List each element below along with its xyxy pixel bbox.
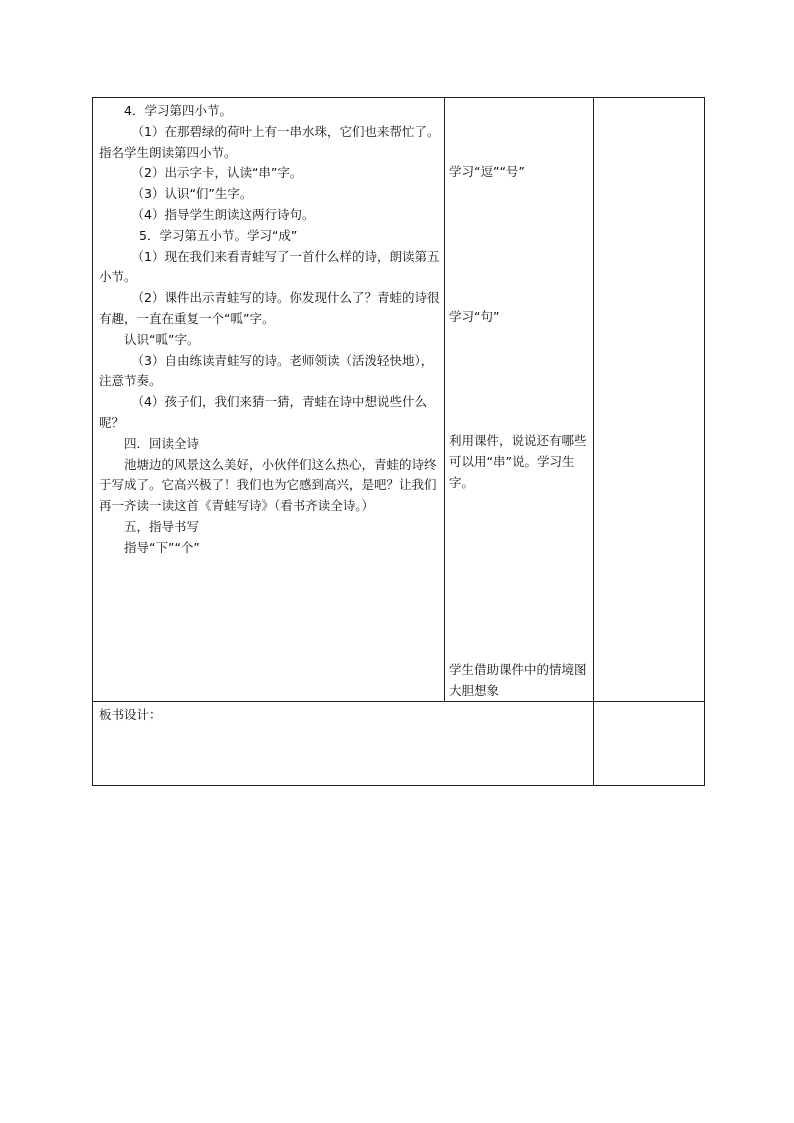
row-divider — [93, 701, 704, 702]
main-line: 四．回读全诗 — [124, 435, 200, 451]
main-line: （1）现在我们来看青蛙写了一首什么样的诗，朗读第五小节。 — [99, 248, 440, 285]
side-note — [449, 162, 589, 183]
side-note-text: 利用课件，说说还有哪些可以用“串”说。学习生字。 — [449, 433, 587, 490]
main-line: 5．学习第五小节。学习“成” — [139, 227, 298, 243]
board-design-label: 板书设计： — [99, 707, 162, 722]
main-line: （3）自由练读青蛙写的诗。老师领读（活泼轻快地），注意节奏。 — [99, 352, 434, 389]
column-divider-2 — [593, 98, 594, 785]
main-line: （4）孩子们，我们来猜一猜，青蛙在诗中想说些什么呢？ — [99, 394, 427, 430]
main-line: （4）指导学生朗读这两行诗句。 — [131, 206, 315, 222]
main-line: 认识“呱”字。 — [124, 331, 200, 347]
main-line: （3）认识“们”生字。 — [131, 186, 253, 202]
side-note-text: 学习“逗”“号” — [449, 164, 525, 179]
main-line: （2）课件出示青蛙写的诗。你发现什么了？青蛙的诗很有趣，一直在重复一个“呱”字。 — [99, 290, 440, 326]
side-note — [449, 660, 589, 702]
main-line: 指导“下”“个” — [124, 539, 200, 555]
main-line: 4．学习第四小节。 — [124, 103, 232, 118]
side-note-text: 学生借助课件中的情境图大胆想象 — [449, 662, 587, 698]
teaching-process-cell — [99, 101, 441, 559]
side-note-text: 学习“句” — [449, 309, 500, 324]
side-note — [449, 307, 589, 328]
main-line: 池塘边的风景这么美好，小伙伴们这么热心，青蛙的诗终于写成了。它高兴极了！我们也为它感到高兴，是吧？让我们再一齐读一读这首《青蛙写诗》（看书齐读全诗。） — [99, 456, 437, 514]
main-line: （2）出示字卡，认读“串”字。 — [131, 165, 303, 181]
main-line: （1）在那碧绿的荷叶上有一串水珠，它们也来帮忙了。指名学生朗读第四小节。 — [99, 123, 440, 160]
column-divider-1 — [444, 98, 445, 701]
side-note — [449, 431, 589, 493]
main-line: 五，指导书写 — [124, 518, 200, 534]
lesson-plan-table — [92, 97, 705, 786]
